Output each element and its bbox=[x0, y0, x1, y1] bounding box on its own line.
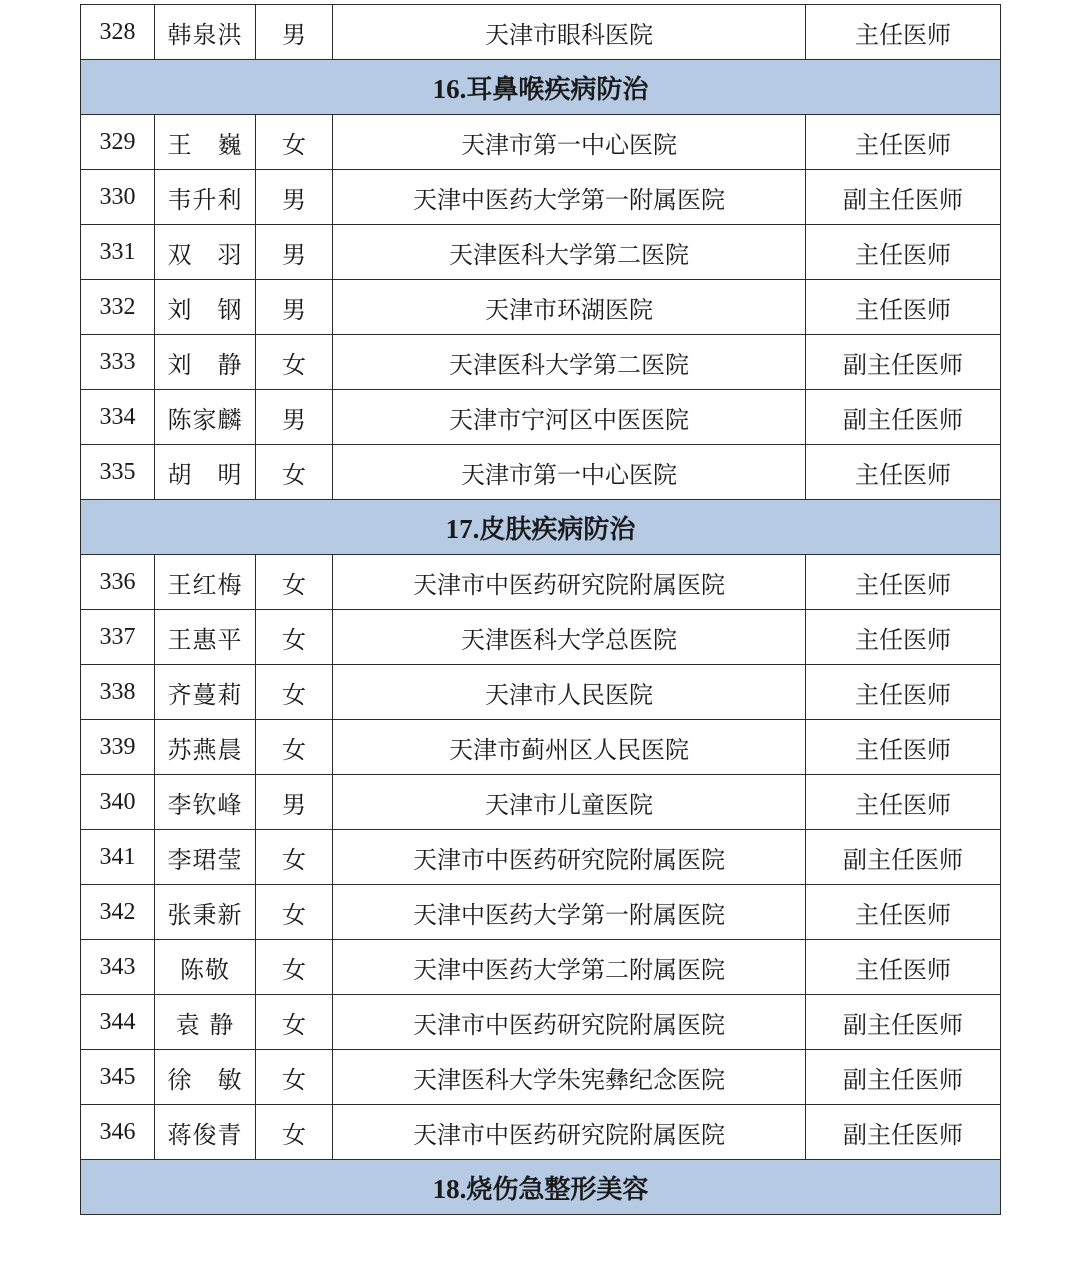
cell-number: 338 bbox=[81, 665, 155, 720]
cell-name: 双 羽 bbox=[155, 225, 256, 280]
cell-name: 王惠平 bbox=[155, 610, 256, 665]
section-header bbox=[81, 500, 1001, 555]
cell-gender: 女 bbox=[256, 995, 333, 1050]
cell-title: 主任医师 bbox=[806, 555, 1001, 610]
expert-roster-sheet bbox=[80, 4, 1000, 1215]
table-row bbox=[81, 1050, 1001, 1105]
section-number: 18. bbox=[432, 1173, 467, 1204]
cell-name: 王 巍 bbox=[155, 115, 256, 170]
cell-name: 袁 静 bbox=[155, 995, 256, 1050]
cell-number: 341 bbox=[81, 830, 155, 885]
cell-name: 蒋俊青 bbox=[155, 1105, 256, 1160]
cell-number: 335 bbox=[81, 445, 155, 500]
table-row bbox=[81, 115, 1001, 170]
cell-title: 主任医师 bbox=[806, 720, 1001, 775]
table-row bbox=[81, 390, 1001, 445]
cell-number: 331 bbox=[81, 225, 155, 280]
cell-number: 336 bbox=[81, 555, 155, 610]
section-title: 耳鼻喉疾病防治 bbox=[466, 74, 649, 105]
cell-gender: 男 bbox=[256, 280, 333, 335]
table-row bbox=[81, 555, 1001, 610]
cell-name: 苏燕晨 bbox=[155, 720, 256, 775]
cell-gender: 女 bbox=[256, 665, 333, 720]
cell-number: 345 bbox=[81, 1050, 155, 1105]
cell-name: 齐蔓莉 bbox=[155, 665, 256, 720]
cell-title: 副主任医师 bbox=[806, 390, 1001, 445]
table-row bbox=[81, 610, 1001, 665]
cell-gender: 女 bbox=[256, 940, 333, 995]
section-header-row bbox=[81, 1160, 1001, 1215]
cell-gender: 男 bbox=[256, 390, 333, 445]
table-row bbox=[81, 280, 1001, 335]
cell-title: 副主任医师 bbox=[806, 1050, 1001, 1105]
cell-title: 副主任医师 bbox=[806, 1105, 1001, 1160]
cell-hospital: 天津市儿童医院 bbox=[333, 775, 806, 830]
cell-gender: 男 bbox=[256, 225, 333, 280]
section-title: 烧伤急整形美容 bbox=[466, 1174, 649, 1205]
cell-gender: 男 bbox=[256, 5, 333, 60]
cell-number: 330 bbox=[81, 170, 155, 225]
cell-gender: 女 bbox=[256, 830, 333, 885]
cell-title: 副主任医师 bbox=[806, 335, 1001, 390]
cell-title: 主任医师 bbox=[806, 775, 1001, 830]
cell-hospital: 天津市中医药研究院附属医院 bbox=[333, 1105, 806, 1160]
table-row bbox=[81, 995, 1001, 1050]
table-row bbox=[81, 720, 1001, 775]
cell-number: 328 bbox=[81, 5, 155, 60]
cell-number: 337 bbox=[81, 610, 155, 665]
cell-hospital: 天津市第一中心医院 bbox=[333, 445, 806, 500]
cell-gender: 女 bbox=[256, 610, 333, 665]
cell-gender: 女 bbox=[256, 335, 333, 390]
cell-hospital: 天津中医药大学第一附属医院 bbox=[333, 885, 806, 940]
cell-hospital: 天津医科大学第二医院 bbox=[333, 225, 806, 280]
table-row bbox=[81, 5, 1001, 60]
cell-name: 胡 明 bbox=[155, 445, 256, 500]
cell-name: 徐 敏 bbox=[155, 1050, 256, 1105]
cell-hospital: 天津中医药大学第二附属医院 bbox=[333, 940, 806, 995]
table-row bbox=[81, 775, 1001, 830]
table-row bbox=[81, 885, 1001, 940]
cell-hospital: 天津市第一中心医院 bbox=[333, 115, 806, 170]
cell-gender: 男 bbox=[256, 775, 333, 830]
cell-gender: 女 bbox=[256, 720, 333, 775]
cell-number: 344 bbox=[81, 995, 155, 1050]
cell-title: 主任医师 bbox=[806, 610, 1001, 665]
cell-hospital: 天津中医药大学第一附属医院 bbox=[333, 170, 806, 225]
cell-name: 刘 钢 bbox=[155, 280, 256, 335]
cell-hospital: 天津医科大学总医院 bbox=[333, 610, 806, 665]
table-row bbox=[81, 170, 1001, 225]
cell-title: 主任医师 bbox=[806, 115, 1001, 170]
cell-number: 343 bbox=[81, 940, 155, 995]
cell-title: 主任医师 bbox=[806, 5, 1001, 60]
cell-title: 副主任医师 bbox=[806, 995, 1001, 1050]
cell-hospital: 天津市中医药研究院附属医院 bbox=[333, 995, 806, 1050]
cell-title: 主任医师 bbox=[806, 940, 1001, 995]
section-number: 16. bbox=[432, 73, 467, 104]
cell-number: 339 bbox=[81, 720, 155, 775]
cell-hospital: 天津市眼科医院 bbox=[333, 5, 806, 60]
table-row bbox=[81, 1105, 1001, 1160]
table-row bbox=[81, 445, 1001, 500]
table-row bbox=[81, 940, 1001, 995]
cell-name: 韦升利 bbox=[155, 170, 256, 225]
cell-gender: 女 bbox=[256, 1105, 333, 1160]
cell-hospital: 天津市蓟州区人民医院 bbox=[333, 720, 806, 775]
cell-hospital: 天津市人民医院 bbox=[333, 665, 806, 720]
cell-hospital: 天津医科大学第二医院 bbox=[333, 335, 806, 390]
cell-gender: 女 bbox=[256, 555, 333, 610]
cell-name: 韩泉洪 bbox=[155, 5, 256, 60]
cell-name: 张秉新 bbox=[155, 885, 256, 940]
cell-number: 333 bbox=[81, 335, 155, 390]
cell-hospital: 天津市宁河区中医医院 bbox=[333, 390, 806, 445]
section-header-row bbox=[81, 500, 1001, 555]
section-title: 皮肤疾病防治 bbox=[479, 514, 636, 545]
cell-title: 主任医师 bbox=[806, 885, 1001, 940]
cell-hospital: 天津市中医药研究院附属医院 bbox=[333, 830, 806, 885]
cell-gender: 女 bbox=[256, 885, 333, 940]
table-row bbox=[81, 225, 1001, 280]
cell-gender: 男 bbox=[256, 170, 333, 225]
table-row bbox=[81, 665, 1001, 720]
cell-name: 刘 静 bbox=[155, 335, 256, 390]
cell-title: 主任医师 bbox=[806, 445, 1001, 500]
cell-title: 主任医师 bbox=[806, 280, 1001, 335]
cell-title: 副主任医师 bbox=[806, 830, 1001, 885]
cell-hospital: 天津医科大学朱宪彝纪念医院 bbox=[333, 1050, 806, 1105]
section-header bbox=[81, 1160, 1001, 1215]
expert-roster-table bbox=[80, 4, 1001, 1215]
cell-number: 334 bbox=[81, 390, 155, 445]
cell-number: 329 bbox=[81, 115, 155, 170]
table-row bbox=[81, 830, 1001, 885]
cell-number: 332 bbox=[81, 280, 155, 335]
section-header bbox=[81, 60, 1001, 115]
cell-gender: 女 bbox=[256, 1050, 333, 1105]
cell-name: 陈敬 bbox=[155, 940, 256, 995]
cell-name: 陈家麟 bbox=[155, 390, 256, 445]
cell-number: 346 bbox=[81, 1105, 155, 1160]
cell-title: 副主任医师 bbox=[806, 170, 1001, 225]
cell-number: 342 bbox=[81, 885, 155, 940]
cell-hospital: 天津市环湖医院 bbox=[333, 280, 806, 335]
cell-hospital: 天津市中医药研究院附属医院 bbox=[333, 555, 806, 610]
cell-name: 王红梅 bbox=[155, 555, 256, 610]
cell-gender: 女 bbox=[256, 115, 333, 170]
table-row bbox=[81, 335, 1001, 390]
cell-title: 主任医师 bbox=[806, 225, 1001, 280]
cell-number: 340 bbox=[81, 775, 155, 830]
cell-name: 李珺莹 bbox=[155, 830, 256, 885]
section-number: 17. bbox=[445, 513, 480, 544]
roster-body bbox=[81, 5, 1001, 1215]
cell-gender: 女 bbox=[256, 445, 333, 500]
cell-name: 李钦峰 bbox=[155, 775, 256, 830]
cell-title: 主任医师 bbox=[806, 665, 1001, 720]
section-header-row bbox=[81, 60, 1001, 115]
